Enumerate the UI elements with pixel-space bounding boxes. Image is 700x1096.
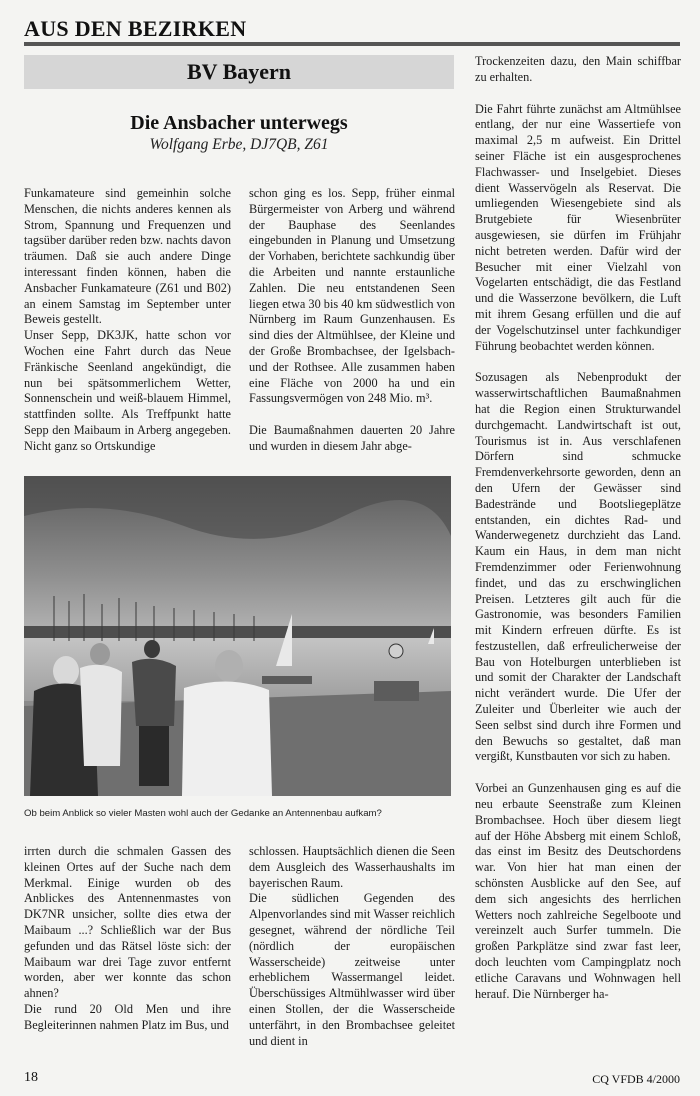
paragraph: Trockenzeiten dazu, den Main schiffbar zu erhalten.: [475, 54, 681, 84]
column-1-top: [24, 186, 231, 455]
paragraph: Funkamateure sind gemeinhin solche Menschen, die nichts anderes kennen als Strom, Spannung und Frequenzen und tagsüber darüber reden bzw. nachts davon träumen. Daß sie auch andere Dinge interessant finden können, haben die Ansbacher Funkamateure (Z61 und B02) an einem Samstag im September unter Beweis gestellt.: [24, 186, 231, 327]
column-2-top: [249, 186, 455, 455]
page-number: 18: [24, 1070, 38, 1085]
section-heading: AUS DEN BEZIRKEN: [24, 16, 247, 41]
paragraph: Die rund 20 Old Men und ihre Begleiterinnen nahmen Platz im Bus, und: [24, 1001, 231, 1032]
region-banner: [24, 55, 454, 89]
paragraph: irrten durch die schmalen Gassen des kleinen Ortes auf der Suche nach dem Merkmal. Einige wurden ob des Anblickes des Antennenmastes von DK7NR unsicher, sollte dies etwa der Maibaum ...? Schließlich war der Bus gefunden und das Rätsel löste sich: der Maibaum war drei Tage zuvor entfernt worden, aber wer konnte das schon ahnen?: [24, 844, 231, 1001]
paragraph: Die Fahrt führte zunächst am Altmühlsee entlang, der nur eine Wassertiefe von maximal 2,5 m aufweist. Ein Drittel seiner Fläche ist ein ausgesprochenes Flachwasser- und Inselgebiet. Dieses dient Wasservögeln als Reservat. Die umliegenden Wiesengebiete sind als Brutgebiete für Wiesenbrüter ausgewiesen, sie dürfen im Frühjahr nicht betreten werden. Dafür wird der Besucher mit einer Vielzahl von Vogelarten entschädigt, die das Festland und die Wasserzone bevölkern, die Luft mit ihrem Gesang erfüllen und die auf der Vogelschutzinsel unter fachkundiger Führung beobachtet werden können.: [475, 101, 681, 353]
photo-caption: Ob beim Anblick so vieler Masten wohl auch der Gedanke an Antennenbau aufkam?: [24, 808, 382, 819]
paragraph: Die südlichen Gegenden des Alpenvorlandes sind mit Wasser reichlich gesegnet, während der nördliche Teil (nördlich der europäischen Wasserscheide) zeitweise unter erheblichem Wassermangel leidet. Überschüssiges Altmühlwasser wird über einen Stollen, der die Wasserscheide unterfährt, in den Brombachsee geleitet und dient in: [249, 891, 455, 1048]
article-photo: [24, 476, 451, 796]
article-author: Wolfgang Erbe, DJ7QB, Z61: [149, 136, 329, 153]
column-3: [475, 54, 681, 1002]
lake-photo-illustration: [24, 476, 451, 796]
paragraph: Die Baumaßnahmen dauerten 20 Jahre und wurden in diesem Jahr abge-: [249, 423, 455, 453]
article-title: Die Ansbacher unterwegs: [130, 112, 348, 134]
column-1-bottom: [24, 844, 231, 1034]
paragraph: Unser Sepp, DK3JK, hatte schon vor Wochen eine Fahrt durch das Neue Fränkische Seenland angekündigt, die nun bei spätsommerlichem Wetter, Sonnenschein und weiß-blauem Himmel, stattfinden sollte. Als Treffpunkt hatte Sepp den Maibaum in Arberg angegeben. Nicht ganz so Ortskundige: [24, 328, 231, 453]
paragraph: schlossen. Hauptsächlich dienen die Seen dem Ausgleich des Wasserhaushalts im bayerischen Raum.: [249, 844, 455, 890]
paragraph: Sozusagen als Nebenprodukt der wasserwirtschaftlichen Baumaßnahmen hat die Region einen Strukturwandel durchgemacht. Landwirtschaft ist out, Tourismus ist in. Aus verschlafenen Dörfern sind schmucke Fremdenverkehrsorte geworden, denn an den Ufern der Gewässer sind Badestrände und Bootsliegeplätze entstanden, ein dichtes Rad- und Wanderwegenetz durchzieht das Land. Kaum ein Haus, in dem man nicht Fremdenzimmer oder Ferienwohnung findet, und das zu erschwinglichen Preisen. Letzteres gilt auch für die Gastronomie, was besonders Familien mit Kindern erfreuen dürfte. Es ist festzustellen, daß erfreulicherweise der Bau von Hotelburgen unterblieben ist und somit der Charakter der Landschaft nicht verändert wurde. Die Ufer der Zuleiter und Überleiter wie auch der Seen selbst sind durch ihre Formen und den Bewuchs so gestaltet, daß man vergißt, Kunstbauten vor sich zu haben.: [475, 370, 681, 764]
section-rule: [24, 42, 680, 46]
paragraph: schon ging es los. Sepp, früher einmal Bürgermeister von Arberg und während der Bauphase des Seenlandes eingebunden in Planung und Umsetzung der Vorhaben, berichtete sachkundig über die Arbeiten und nannte erstaunliche Zahlen. Die neu entstandenen Seen liegen etwa 30 bis 40 km südwestlich von Nürnberg im Raum Gunzenhausen. Es sind dies der Altmühlsee, der Kleine und der Große Brombachsee, der Igelsbach- und der Rothsee. Alle zusammen haben eine Fläche von 2000 ha und ein Fassungsvermögen von 248 Mio. m³.: [249, 186, 455, 406]
region-title: BV Bayern: [186, 59, 292, 84]
paragraph: Vorbei an Gunzenhausen ging es auf die neu erbaute Seenstraße zum Kleinen Brombachsee. Hoch über diesem liegt auf der Höhe Absberg mit einem Schloß, das einst im Besitz des Deutschordens war. Von hier hat man einen der schönsten Ausblicke auf den See, auf dem sich angesichts des herrlichen Wetters noch zahlreiche Segelboote und vereinzelt auch Surfer tummeln. Die großen Parkplätze sind zwar fast leer, doch leuchten vom Campingplatz noch etliche Caravans und Wohnwagen hell herauf. Die Nürnberger ha-: [475, 781, 681, 1001]
column-2-bottom: [249, 844, 455, 1049]
journal-issue: CQ VFDB 4/2000: [592, 1072, 680, 1086]
